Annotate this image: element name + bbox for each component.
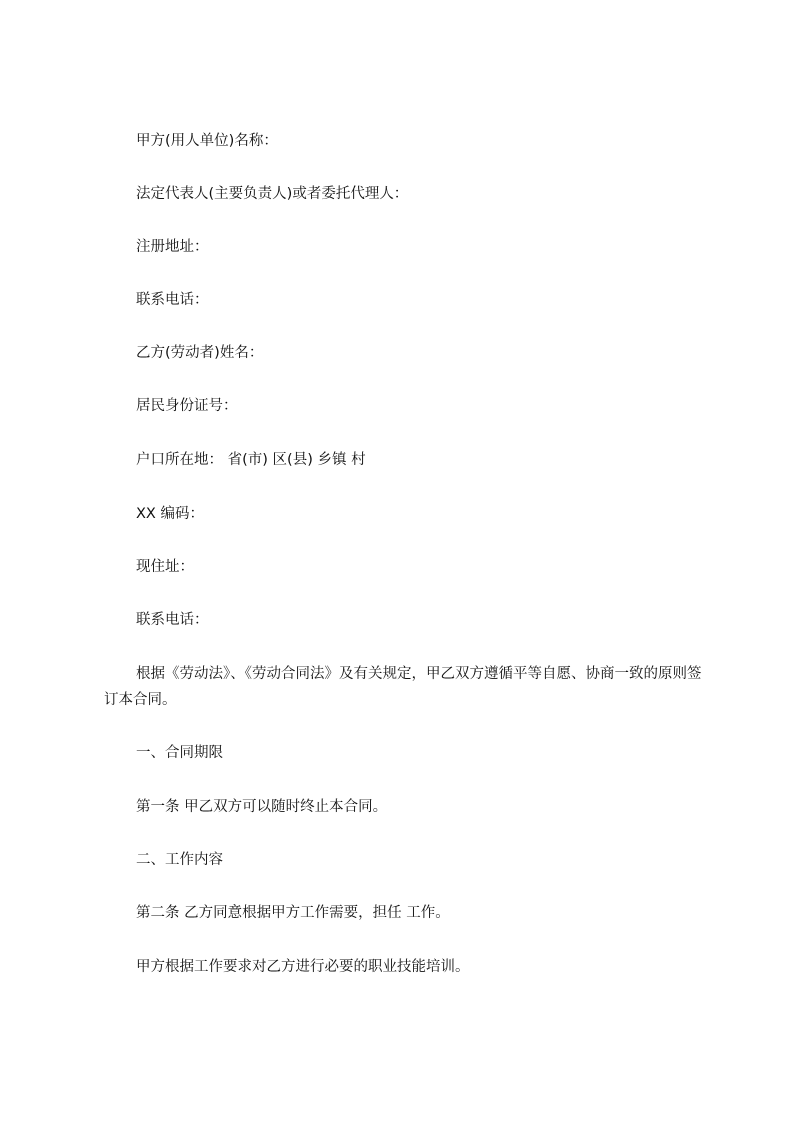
- party-b-phone-field: 联系电话：: [136, 612, 209, 628]
- postal-code-field: XX 编码：: [136, 506, 204, 522]
- section-1-heading: 一、合同期限: [136, 745, 223, 761]
- party-b-name-field: 乙方(劳动者)姓名：: [136, 345, 264, 361]
- current-address-field: 现住址：: [136, 559, 194, 575]
- contract-preamble: 根据《劳动法》、《劳动合同法》及有关规定，甲乙双方遵循平等自愿、协商一致的原则签订本合同。: [104, 666, 702, 708]
- household-location-field: 户口所在地： 省(市) 区(县) 乡镇 村: [136, 452, 366, 468]
- id-number-field: 居民身份证号：: [136, 398, 238, 414]
- legal-representative-field: 法定代表人(主要负责人)或者委托代理人：: [136, 186, 409, 202]
- party-a-name-field: 甲方(用人单位)名称：: [136, 133, 278, 149]
- article-1-text: 第一条 甲乙双方可以随时终止本合同。: [136, 799, 388, 815]
- article-2-text: 第二条 乙方同意根据甲方工作需要，担任 工作。: [136, 905, 450, 921]
- section-2-heading: 二、工作内容: [136, 852, 223, 868]
- registered-address-field: 注册地址：: [136, 239, 209, 255]
- party-a-phone-field: 联系电话：: [136, 292, 209, 308]
- training-clause-text: 甲方根据工作要求对乙方进行必要的职业技能培训。: [136, 959, 470, 975]
